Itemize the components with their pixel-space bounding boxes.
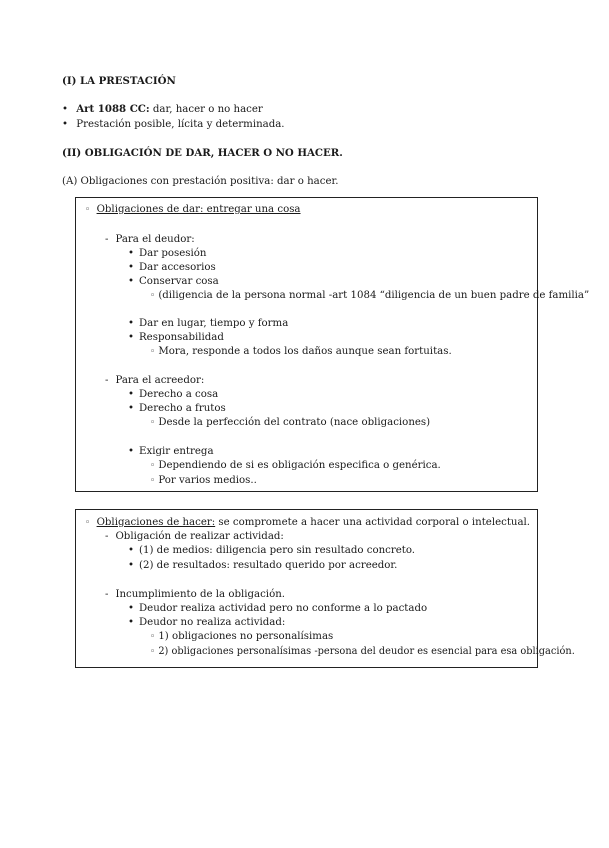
- heading-rest: se compromete a hacer una actividad corporal o intelectual.: [215, 517, 531, 528]
- list-item: • Derecho a cosa: [128, 388, 218, 401]
- list-item: • Dar posesión: [128, 247, 206, 260]
- list-item: • Derecho a frutos: [128, 402, 226, 415]
- sub-item: ◦ Desde la perfección del contrato (nace obligaciones): [150, 416, 430, 430]
- box-heading: [85, 516, 530, 530]
- list-item: [62, 103, 263, 116]
- list-item-text: Prestación posible, lícita y determinada.: [76, 119, 285, 130]
- sub-item: ◦ Dependiendo de si es obligación especifica o genérica.: [150, 459, 441, 473]
- list-item: • Dar accesorios: [128, 261, 216, 274]
- sub-item: ◦ Mora, responde a todos los daños aunque sean fortuitas.: [150, 345, 452, 359]
- heading-underlined: Obligaciones de hacer:: [96, 517, 216, 528]
- heading-underlined: Obligaciones de dar: [96, 204, 200, 215]
- list-item: • Conservar cosa: [128, 275, 219, 288]
- box-heading: [85, 203, 301, 217]
- sub-item: ◦ 2) obligaciones personalísimas -persona del deudor es esencial para esa obligación.: [150, 645, 575, 659]
- list-item-text: dar, hacer o no hacer: [149, 104, 263, 115]
- incumplimiento-label: - Incumplimiento de la obligación.: [105, 588, 285, 601]
- sub-item: ◦ 1) obligaciones no personalísimas: [150, 630, 333, 644]
- acreedor-label: - Para el acreedor:: [105, 374, 204, 387]
- list-item: • (1) de medios: diligencia pero sin resultado concreto.: [128, 544, 415, 557]
- realizar-label: - Obligación de realizar actividad:: [105, 530, 284, 543]
- list-item: • Deudor realiza actividad pero no conforme a lo pactado: [128, 602, 427, 615]
- sub-item: ◦ (diligencia de la persona normal -art 1084 “diligencia de un buen padre de familia”: [150, 289, 589, 303]
- list-item: • Dar en lugar, tiempo y forma: [128, 317, 288, 330]
- heading-rest: : entregar una cosa: [199, 204, 301, 215]
- list-item: [62, 118, 285, 131]
- sub-item: ◦ Por varios medios..: [150, 474, 257, 488]
- list-item: • Deudor no realiza actividad:: [128, 616, 285, 629]
- list-item: • Exigir entrega: [128, 445, 214, 458]
- section-2-subtitle: (A) Obligaciones con prestación positiva: dar o hacer.: [62, 176, 339, 187]
- list-item: • (2) de resultados: resultado querido por acreedor.: [128, 559, 397, 572]
- article-ref: Art 1088 CC:: [76, 103, 150, 115]
- list-item: • Responsabilidad: [128, 331, 224, 344]
- section-1-title: (I) LA PRESTACIÓN: [62, 75, 176, 87]
- deudor-label: - Para el deudor:: [105, 233, 195, 246]
- section-2-title: (II) OBLIGACIÓN DE DAR, HACER O NO HACER.: [62, 147, 343, 159]
